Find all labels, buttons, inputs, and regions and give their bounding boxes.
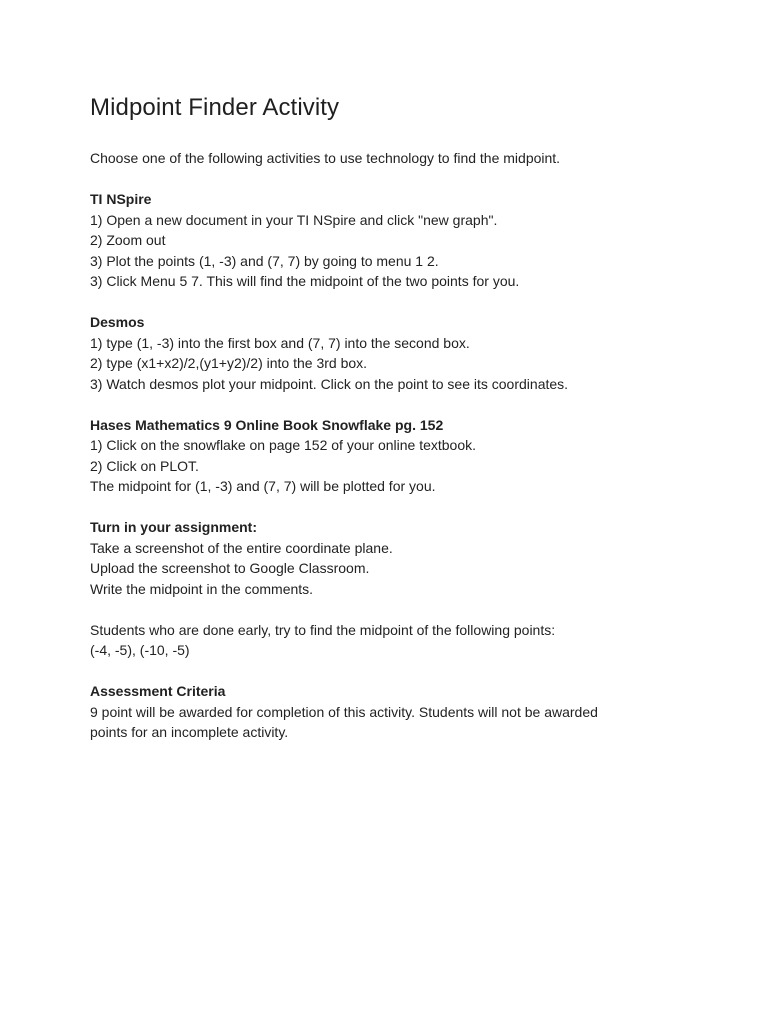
turn-in-step-3: Write the midpoint in the comments. (90, 580, 314, 597)
spacer (90, 169, 650, 190)
hases-heading: Hases Mathematics 9 Online Book Snowflake pg. 152 (90, 416, 444, 433)
early-finishers-text: Students who are done early, try to find the midpoint of the following points: (90, 621, 556, 638)
assessment-text-2: points for an incomplete activity. (90, 724, 289, 740)
early-finishers-points: (-4, -5), (-10, -5) (90, 642, 190, 658)
assessment-heading: Assessment Criteria (90, 683, 226, 699)
spacer (90, 497, 650, 518)
hases-step-1: 1) Click on the snowflake on page 152 of your online textbook. (90, 437, 477, 453)
ti-step-2: 2) Zoom out (90, 232, 166, 248)
spacer (90, 599, 650, 620)
document-page (90, 92, 650, 743)
turn-in-heading: Turn in your assignment: (90, 519, 257, 535)
desmos-heading: Desmos (90, 314, 145, 330)
spacer (90, 661, 650, 682)
assessment-text-1: 9 point will be awarded for completion of this activity. Students will not be awarded (90, 703, 598, 720)
page-title: Midpoint Finder Activity (90, 94, 340, 121)
turn-in-step-2: Upload the screenshot to Google Classroom. (90, 560, 370, 576)
ti-step-3: 3) Plot the points (1, -3) and (7, 7) by going to menu 1 2. (90, 252, 439, 269)
hases-step-3: The midpoint for (1, -3) and (7, 7) will be plotted for you. (90, 478, 436, 494)
turn-in-step-1: Take a screenshot of the entire coordinate plane. (90, 539, 393, 556)
spacer (90, 394, 650, 415)
ti-step-1: 1) Open a new document in your TI NSpire and click "new graph". (90, 211, 498, 228)
desmos-step-2: 2) type (x1+x2)/2,(y1+y2)/2) into the 3rd box. (90, 355, 368, 371)
ti-nspire-heading: TI NSpire (90, 191, 152, 207)
desmos-step-1: 1) type (1, -3) into the first box and (7, 7) into the second box. (90, 334, 470, 351)
spacer (90, 292, 650, 313)
desmos-step-3: 3) Watch desmos plot your midpoint. Click on the point to see its coordinates. (90, 375, 569, 392)
intro-text: Choose one of the following activities to use technology to find the midpoint. (90, 150, 561, 166)
ti-step-4: 3) Click Menu 5 7. This will find the midpoint of the two points for you. (90, 273, 520, 289)
hases-step-2: 2) Click on PLOT. (90, 457, 199, 474)
